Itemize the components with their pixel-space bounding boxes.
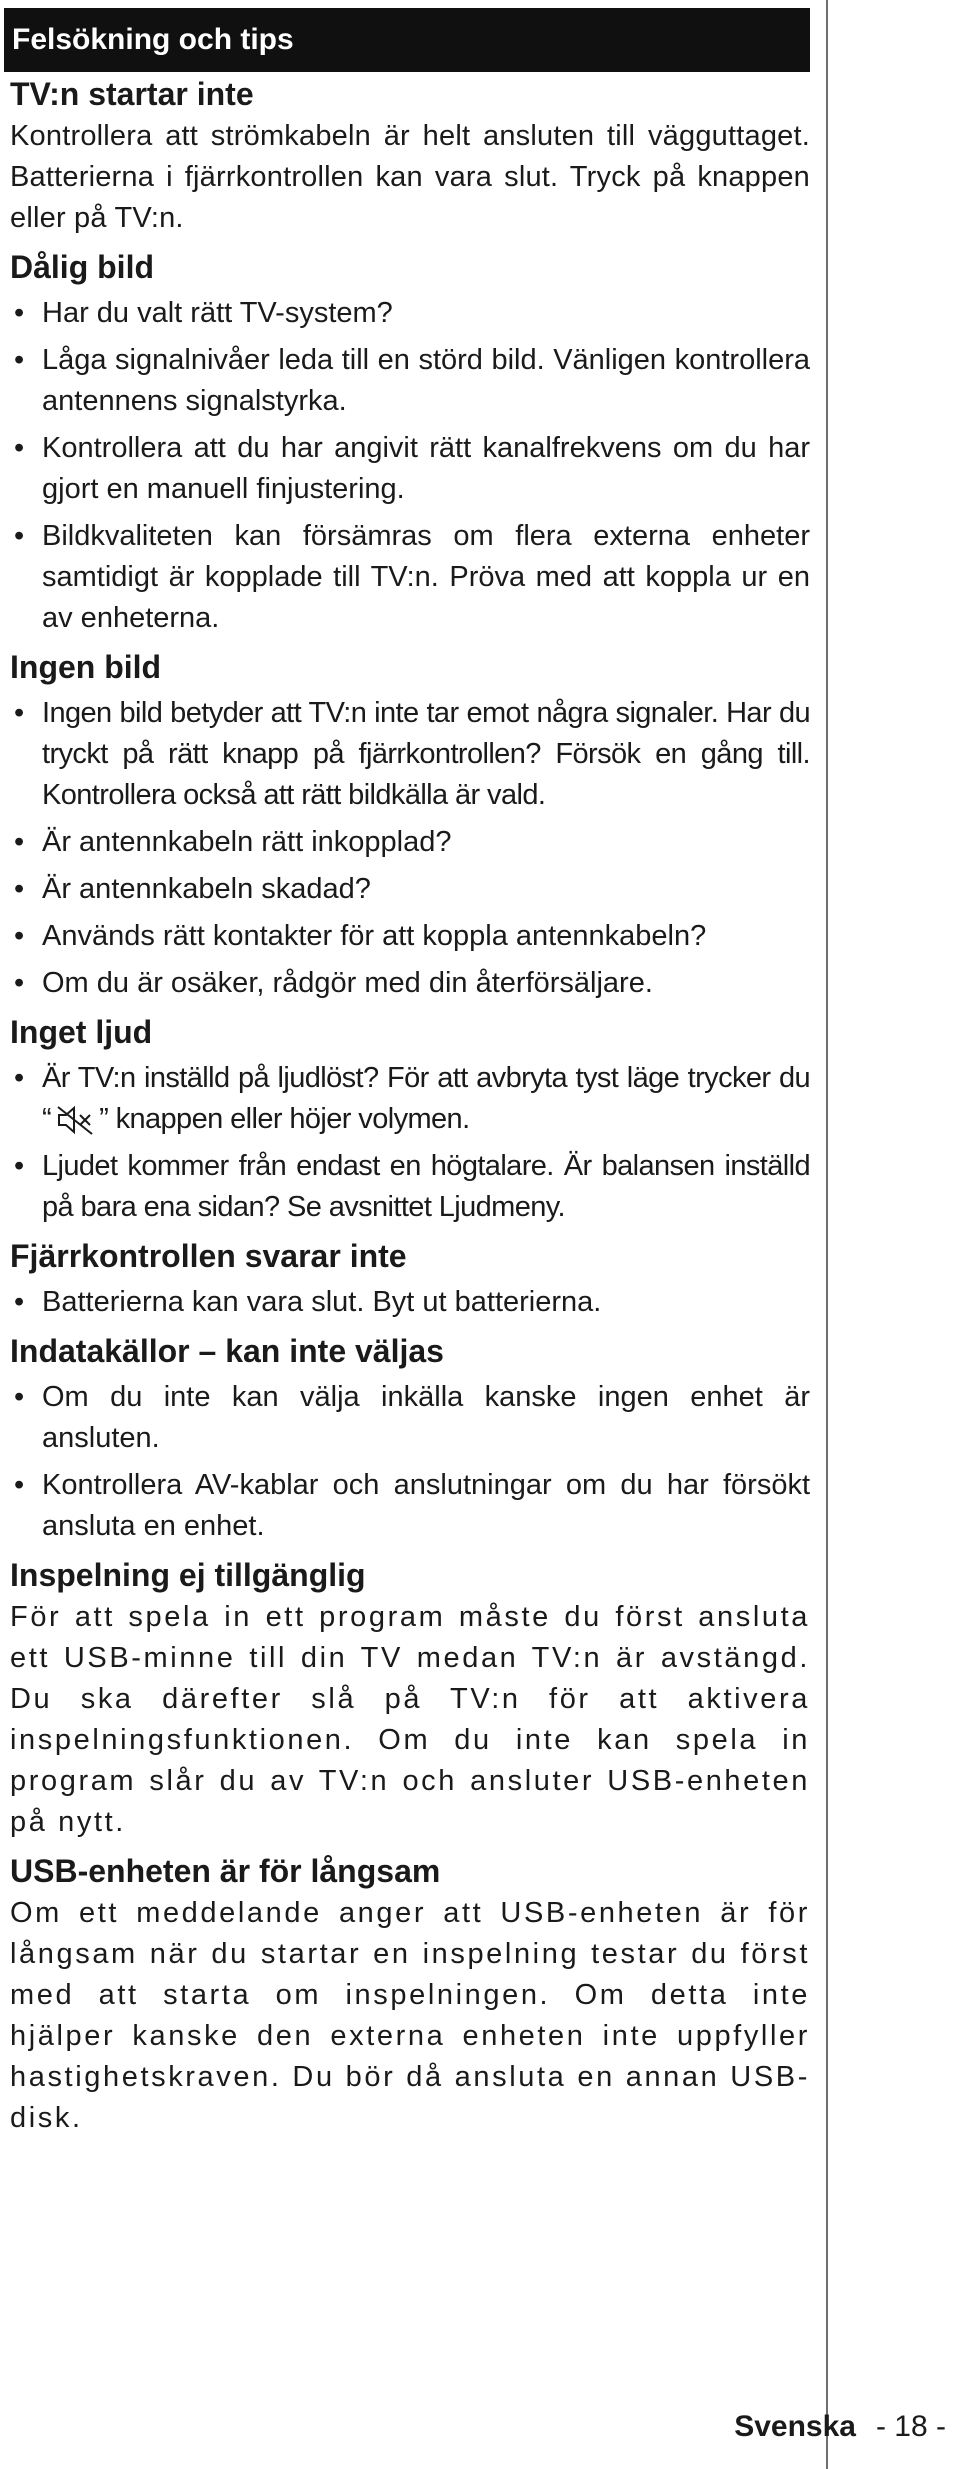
- bullet: •: [14, 1150, 24, 1182]
- list-item: [10, 1465, 810, 1547]
- section-title-ingen-bild: Ingen bild: [10, 649, 162, 685]
- bullet: •: [14, 1286, 25, 1318]
- section-title-usb-langsam: USB-enheten är för långsam: [10, 1853, 441, 1889]
- bullet: •: [14, 432, 25, 464]
- bullet: •: [14, 297, 25, 329]
- list-inget-ljud: [10, 1058, 810, 1228]
- list-item: [10, 340, 810, 422]
- bullet: •: [14, 826, 25, 858]
- bullet: •: [14, 967, 25, 999]
- list-item: [10, 1146, 810, 1228]
- section-title-inspelning: Inspelning ej tillgänglig: [10, 1557, 366, 1593]
- list-item-text: Används rätt kontakter för att koppla antennkabeln?: [42, 920, 707, 952]
- bullet: •: [14, 1062, 24, 1094]
- section-title-dalig-bild: Dålig bild: [10, 249, 154, 285]
- list-ingen-bild: [10, 693, 810, 1004]
- list-item: [10, 293, 810, 334]
- section-title-inget-ljud: Inget ljud: [10, 1014, 153, 1050]
- list-item-text: Är TV:n inställd på ljudlöst? För att avbryta tyst läge trycker du “: [42, 1062, 810, 1135]
- list-indatakallor: [10, 1377, 810, 1547]
- list-item: [10, 822, 810, 863]
- list-dalig-bild: [10, 293, 810, 639]
- bullet: •: [14, 1469, 25, 1501]
- list-item: [10, 1377, 810, 1459]
- main-content: [10, 72, 810, 2145]
- bullet: •: [14, 873, 25, 905]
- bullet: •: [14, 344, 25, 376]
- bullet: •: [14, 920, 25, 952]
- column-divider: [826, 0, 828, 2469]
- list-item-text: ” knappen eller höjer volymen.: [99, 1103, 470, 1135]
- bullet: •: [14, 520, 25, 552]
- mute-icon: [55, 1103, 95, 1137]
- page-title: Felsökning och tips: [4, 8, 810, 72]
- list-fjarrkontrollen: [10, 1282, 810, 1323]
- list-item-text: Om du inte kan välja inkälla kanske ingen enhet är ansluten.: [42, 1381, 810, 1454]
- list-item: [10, 1282, 810, 1323]
- list-item: [10, 693, 810, 816]
- list-item-text: Ingen bild betyder att TV:n inte tar emot några signaler. Har du tryckt på rätt knapp på fjärrkontrollen? Försök en gång till. Kontrollera också att rätt bildkälla är vald.: [42, 697, 810, 811]
- list-item: [10, 963, 810, 1004]
- section-title-indatakallor: Indatakällor – kan inte väljas: [10, 1333, 444, 1369]
- list-item-text: Är antennkabeln rätt inkopplad?: [42, 826, 452, 858]
- list-item-text: Kontrollera att du har angivit rätt kanalfrekvens om du har gjort en manuell finjustering.: [42, 432, 810, 505]
- list-item-text: Ljudet kommer från endast en högtalare. Är balansen inställd på bara ena sidan? Se avsnittet Ljudmeny.: [42, 1150, 810, 1223]
- list-item-text: Kontrollera AV-kablar och anslutningar om du har försökt ansluta en enhet.: [42, 1469, 810, 1542]
- section-text-tv-startar-inte: Kontrollera att strömkabeln är helt ansluten till vägguttaget. Batterierna i fjärrkontrollen kan vara slut. Tryck på knappen eller på TV:n.: [10, 120, 810, 234]
- section-title-fjarrkontrollen: Fjärrkontrollen svarar inte: [10, 1238, 407, 1274]
- list-item-text: Bildkvaliteten kan försämras om flera externa enheter samtidigt är kopplade till TV:n. Pröva med att koppla ur en av enheterna.: [42, 520, 810, 634]
- list-item: [10, 1058, 810, 1140]
- list-item-text: Har du valt rätt TV-system?: [42, 297, 393, 329]
- list-item: [10, 869, 810, 910]
- list-item: [10, 516, 810, 639]
- section-text-inspelning: För att spela in ett program måste du först ansluta ett USB-minne till din TV medan TV:n är avstängd. Du ska därefter slå på TV:n för att aktivera inspelningsfunktionen. Om du inte kan spela in program slår du av TV:n och ansluter USB-enheten på nytt.: [10, 1601, 810, 1838]
- bullet: •: [14, 1381, 25, 1413]
- list-item-text: Batterierna kan vara slut. Byt ut batterierna.: [42, 1286, 602, 1318]
- page-number: - 18 -: [875, 2410, 946, 2443]
- list-item-text: Är antennkabeln skadad?: [42, 873, 371, 905]
- bullet: •: [14, 697, 24, 729]
- list-item: [10, 916, 810, 957]
- list-item-text: Låga signalnivåer leda till en störd bild. Vänligen kontrollera antennens signalstyrka.: [42, 344, 810, 417]
- section-text-usb-langsam: Om ett meddelande anger att USB-enheten är för långsam när du startar en inspelning testar du först med att starta om inspelningen. Om detta inte hjälper kanske den externa enheten inte uppfyller hastighetskraven. Du bör då ansluta en annan USB-disk.: [10, 1897, 810, 2134]
- list-item-text: Om du är osäker, rådgör med din återförsäljare.: [42, 967, 653, 999]
- list-item: [10, 428, 810, 510]
- footer-language: Svenska: [734, 2410, 856, 2443]
- section-title-tv-startar-inte: TV:n startar inte: [10, 76, 254, 112]
- page-footer: [734, 2410, 946, 2444]
